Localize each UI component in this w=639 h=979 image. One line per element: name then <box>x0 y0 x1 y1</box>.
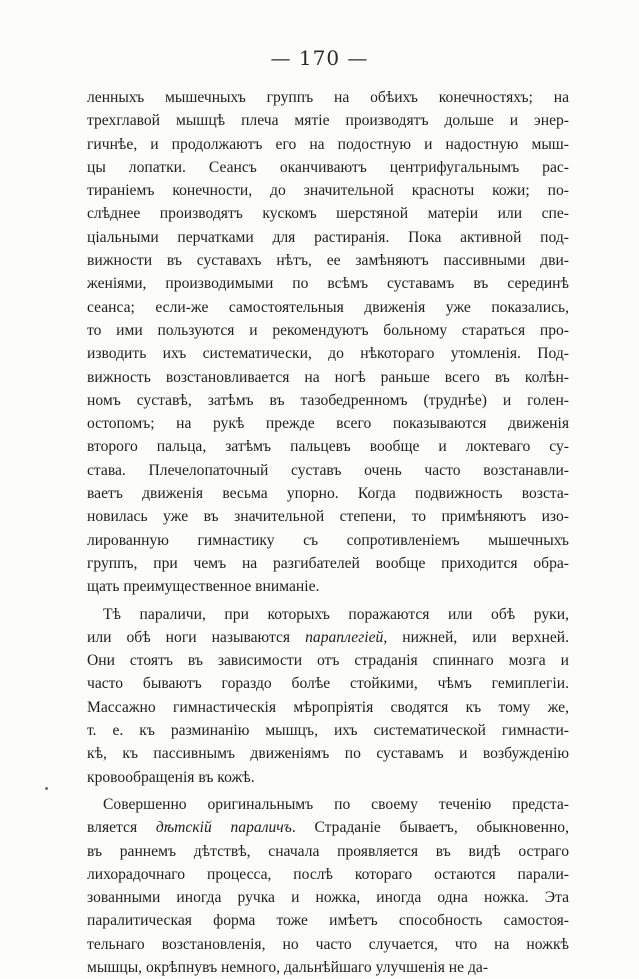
text-line: часто бываютъ гораздо болѣе стойкими, чѣмъ гемиплегіи. <box>87 675 569 693</box>
text-line: Тѣ параличи, при которыхъ поражаются или обѣ руки, <box>103 605 569 623</box>
text-line: вижность возстановливается на ногѣ раньше всего въ колѣн- <box>87 368 569 386</box>
text-line: мышцы, окрѣпнувъ немного, дальнѣйшаго улучшенія не да- <box>87 958 489 976</box>
text-line: остопомъ; на рукѣ прежде всего показываются движенія <box>87 415 569 433</box>
text-line: сеанса; если-же самостоятельныя движенія уже показались, <box>87 298 569 316</box>
text-line: второго пальца, затѣмъ пальцевъ вообще и локтеваго су- <box>87 438 569 456</box>
text-line: изводить ихъ систематически, до нѣкотораго утомленія. Под- <box>87 345 569 363</box>
text-line: гичнѣе, и продолжаютъ его на подостную и надостную мыш- <box>87 135 569 153</box>
text-line: ленныхъ мышечныхъ группъ на обѣихъ конечностяхъ; на <box>87 89 569 106</box>
text-line: то ими пользуются и рекомендуютъ больному стараться про- <box>87 321 569 339</box>
text-line <box>87 816 569 839</box>
text-line: Они стоятъ въ зависимости отъ страданія спиннаго мозга и <box>87 652 569 670</box>
text-line: вижности въ суставахъ нѣтъ, ее замѣняютъ пассивными дви- <box>87 252 569 270</box>
page-body <box>87 86 569 979</box>
text-segment: вляется <box>87 819 138 837</box>
text-segment: , нижней, или верхней. <box>383 628 569 646</box>
text-line: щать преимущественное вниманіе. <box>87 578 320 596</box>
text-line: зованными иногда ручка и ножка, иногда одна ножка. Эта <box>87 889 569 907</box>
text-line: номъ суставѣ, затѣмъ въ тазобедренномъ (труднѣе) и голен- <box>87 391 569 409</box>
text-line: цы лопатки. Сеансъ оканчиваютъ центрифугальнымъ рас- <box>87 158 569 176</box>
page-number: — 170 — <box>270 46 369 70</box>
paragraph <box>87 793 569 979</box>
text-line: трехглавой мышцѣ плеча мятіе производятъ дольше и энер- <box>87 112 569 130</box>
text-line: кровообращенія въ кожѣ. <box>87 768 255 786</box>
text-segment: или обѣ ноги называются <box>87 628 291 646</box>
text-line: Массажно гимнастическія мѣропріятія сводятся къ тому же, <box>87 698 569 716</box>
paragraph <box>87 603 569 789</box>
text-line: группъ, при чемъ на разгибателей вообще приходится обра- <box>87 554 569 572</box>
text-line: Совершенно оригинальнымъ по своему теченію предста- <box>103 795 569 813</box>
text-line: лированную гимнастику съ сопротивленіемъ мышечныхъ <box>87 531 569 549</box>
text-line: тельнаго возстановленія, но часто случается, что на ножкѣ <box>87 935 569 953</box>
text-line <box>87 626 569 649</box>
text-line: паралитическая форма тоже имѣетъ способность самостоя- <box>87 912 569 930</box>
text-line: т. е. къ разминанію мышцъ, ихъ систематической гимнасти- <box>87 722 569 740</box>
paragraph <box>87 86 569 599</box>
text-line: въ раннемъ дѣтствѣ, сначала проявляется въ видѣ остраго <box>87 842 569 860</box>
text-line: ціальными перчатками для растиранія. Пока активной под- <box>87 228 569 246</box>
text-line: новилась уже въ значительной степени, то примѣняютъ изо- <box>87 508 569 526</box>
text-line: женіями, производимыми по всѣмъ суставамъ въ серединѣ <box>87 275 569 293</box>
text-segment: . Страданіе бываетъ, обыкновенно, <box>291 819 569 837</box>
text-line: ваетъ движенія весьма упорно. Когда подвижность возста- <box>87 485 569 503</box>
text-line: кѣ, къ пассивнымъ движеніямъ по суставамъ и возбужденію <box>87 745 569 763</box>
text-line: слѣднее производятъ кускомъ шерстяной матеріи или спе- <box>87 205 569 223</box>
text-line: тираніемъ конечности, до значительной красноты кожи; по- <box>87 182 569 200</box>
paper-speck <box>45 787 48 790</box>
text-line: става. Плечелопаточный суставъ очень часто возстанавли- <box>87 461 569 479</box>
text-line: лихорадочнаго процесса, послѣ котораго остаются парали- <box>87 865 569 883</box>
italic-term: дѣтскій параличъ <box>155 819 292 837</box>
italic-term: параплегіей <box>305 628 384 646</box>
